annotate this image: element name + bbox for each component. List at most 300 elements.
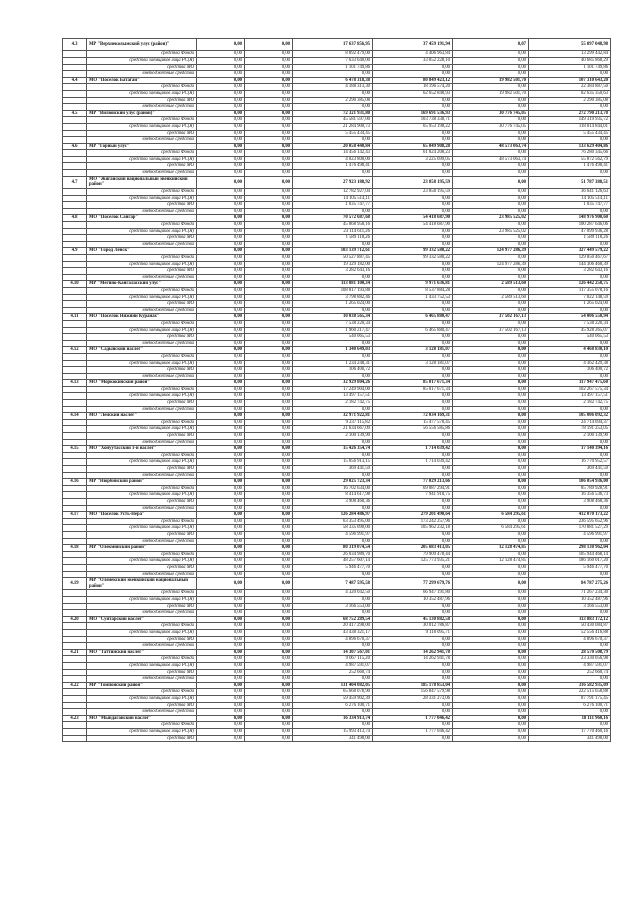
amount-cell: 85 017 671,34: [373, 386, 453, 393]
amount-cell: 6 276 100,71: [529, 702, 611, 709]
amount-cell: 72 321 931,80: [293, 110, 373, 117]
amount-cell: 0,00: [373, 64, 453, 71]
amount-cell: 0,00: [197, 459, 245, 466]
amount-cell: 0,00: [453, 334, 529, 341]
amount-cell: 0,00: [453, 571, 529, 578]
amount-cell: 0,00: [453, 150, 529, 157]
amount-cell: 0,00: [197, 215, 245, 222]
amount-cell: 59 459 902,39: [293, 695, 373, 702]
funding-source-row: [63, 663, 611, 670]
row-number-empty: [63, 235, 87, 242]
row-number: 4.4: [63, 77, 87, 84]
amount-cell: 0,00: [197, 373, 245, 380]
amount-cell: 0,00: [373, 235, 453, 242]
funding-source-label: средства заемщиков лица РС(Я): [87, 597, 197, 604]
amount-cell: 0,00: [245, 294, 293, 301]
amount-cell: 0,00: [373, 208, 453, 215]
amount-cell: 47 099 936,28: [529, 228, 611, 235]
amount-cell: 0,00: [245, 301, 293, 308]
amount-cell: 0,00: [197, 360, 245, 367]
amount-cell: 0,00: [197, 84, 245, 91]
amount-cell: 0,00: [245, 386, 293, 393]
amount-cell: 0,00: [197, 735, 245, 742]
funding-source-row: [63, 51, 611, 58]
amount-cell: 0,00: [245, 426, 293, 433]
funding-source-label: средства МО: [87, 531, 197, 538]
row-number-empty: [63, 722, 87, 729]
row-number-empty: [63, 636, 87, 643]
row-number-empty: [63, 287, 87, 294]
amount-cell: 106 400,72: [293, 367, 373, 374]
row-number-empty: [63, 123, 87, 130]
funding-source-row: [63, 373, 611, 380]
amount-cell: 0,00: [197, 689, 245, 696]
amount-cell: 0,00: [197, 676, 245, 683]
amount-cell: 3 128 181,07: [373, 347, 453, 354]
amount-cell: 0,00: [453, 347, 529, 354]
amount-cell: 0,00: [197, 130, 245, 137]
amount-cell: 15 993 413,74: [293, 728, 373, 735]
amount-cell: 4 987 591,07: [529, 663, 611, 670]
amount-cell: 0,00: [293, 90, 373, 97]
amount-cell: 50 527 887,45: [293, 255, 373, 262]
funding-source-row: [63, 603, 611, 610]
amount-cell: 0,00: [197, 656, 245, 663]
amount-cell: 45 130 882,58: [373, 616, 453, 623]
amount-cell: 0,00: [245, 564, 293, 571]
funding-source-row: [63, 406, 611, 413]
amount-cell: 52 556 416,88: [529, 630, 611, 637]
amount-cell: 0,00: [373, 373, 453, 380]
amount-cell: 0,00: [245, 176, 293, 188]
amount-cell: 0,00: [197, 525, 245, 532]
amount-cell: 252 660,74: [293, 669, 373, 676]
funding-source-row: [63, 170, 611, 177]
amount-cell: 0,00: [293, 274, 373, 281]
amount-cell: 1 035 747,77: [529, 202, 611, 209]
amount-cell: 0,00: [197, 531, 245, 538]
amount-cell: 9 237 115,82: [293, 419, 373, 426]
amount-cell: 0,00: [245, 433, 293, 440]
amount-cell: 0,00: [197, 156, 245, 163]
municipality-row: [63, 77, 611, 84]
funding-source-label: средства Фонда: [87, 452, 197, 459]
amount-cell: 3 282 643,16: [529, 268, 611, 275]
amount-cell: 23 858 195,59: [373, 189, 453, 196]
amount-cell: 28 331 273,06: [373, 695, 453, 702]
amount-cell: 0,00: [373, 340, 453, 347]
funding-source-row: [63, 156, 611, 163]
amount-cell: 0,00: [529, 722, 611, 729]
row-number-empty: [63, 466, 87, 473]
funding-source-row: [63, 228, 611, 235]
amount-cell: 0,00: [453, 498, 529, 505]
amount-cell: 0,00: [197, 715, 245, 722]
amount-cell: 70 572 687,68: [293, 215, 373, 222]
row-number: 4.17: [63, 512, 87, 519]
row-number-empty: [63, 97, 87, 104]
funding-source-row: [63, 84, 611, 91]
amount-cell: 10 352 487,96: [373, 597, 453, 604]
amount-cell: 0,00: [453, 709, 529, 716]
amount-cell: 0,00: [453, 373, 529, 380]
funding-source-row: [63, 590, 611, 597]
amount-cell: 0,00: [197, 104, 245, 111]
row-number-empty: [63, 307, 87, 314]
amount-cell: 0,00: [197, 571, 245, 578]
amount-cell: 7 538 220,34: [293, 320, 373, 327]
amount-cell: 0,00: [293, 676, 373, 683]
amount-cell: 27 923 188,92: [293, 176, 373, 188]
amount-cell: 0,00: [373, 274, 453, 281]
row-number-empty: [63, 728, 87, 735]
funding-source-row: [63, 320, 611, 327]
amount-cell: 56 556 585,86: [373, 426, 453, 433]
amount-cell: 19 329 182,00: [293, 261, 373, 268]
amount-cell: 0,00: [245, 525, 293, 532]
amount-cell: 169 691 536,93: [373, 110, 453, 117]
amount-cell: 156 847 579,98: [373, 689, 453, 696]
amount-cell: 0,00: [245, 156, 293, 163]
funding-source-label: средства Фонда: [87, 287, 197, 294]
funding-source-label: внебюджетные средства: [87, 676, 197, 683]
amount-cell: 19 982 501,70: [453, 90, 529, 97]
row-number-empty: [63, 419, 87, 426]
amount-cell: 0,00: [453, 320, 529, 327]
amount-cell: 9 067 115,20: [293, 656, 373, 663]
amount-cell: 0,00: [245, 512, 293, 519]
amount-cell: 0,00: [453, 386, 529, 393]
municipality-name: МО "Хонуутасский 1-й наслег": [87, 446, 197, 453]
row-number: 4.18: [63, 545, 87, 552]
amount-cell: 0,00: [245, 255, 293, 262]
row-number-empty: [63, 367, 87, 374]
funding-source-label: средства заемщиков лица РС(Я): [87, 156, 197, 163]
amount-cell: 0,00: [197, 663, 245, 670]
amount-cell: 0,00: [529, 406, 611, 413]
amount-cell: 6 478 318,38: [293, 77, 373, 84]
row-number-empty: [63, 623, 87, 630]
amount-cell: 0,00: [453, 51, 529, 58]
funding-source-label: средства МО: [87, 735, 197, 742]
funding-source-label: внебюджетные средства: [87, 538, 197, 545]
amount-cell: 0,00: [373, 261, 453, 268]
amount-cell: 0,00: [245, 268, 293, 275]
funding-source-row: [63, 208, 611, 215]
row-number: 4.7: [63, 176, 87, 188]
amount-cell: 0,00: [197, 261, 245, 268]
amount-cell: 0,00: [529, 571, 611, 578]
row-number-empty: [63, 689, 87, 696]
row-number-empty: [63, 676, 87, 683]
amount-cell: 0,00: [245, 419, 293, 426]
funding-source-label: средства Фонда: [87, 150, 197, 157]
row-number-empty: [63, 268, 87, 275]
amount-cell: 0,00: [293, 373, 373, 380]
amount-cell: 0,00: [245, 689, 293, 696]
funding-source-row: [63, 202, 611, 209]
amount-cell: 0,00: [245, 695, 293, 702]
amount-cell: 103 139 712,61: [293, 248, 373, 255]
amount-cell: 99 332 580,22: [373, 255, 453, 262]
funding-source-row: [63, 676, 611, 683]
amount-cell: 1 589 118,26: [293, 235, 373, 242]
amount-cell: 0,00: [453, 117, 529, 124]
amount-cell: 131 404 082,05: [293, 682, 373, 689]
funding-source-row: [63, 294, 611, 301]
funding-source-row: [63, 163, 611, 170]
amount-cell: 0,00: [453, 663, 529, 670]
amount-cell: 0,00: [245, 314, 293, 321]
amount-cell: 62 652 848,93: [373, 90, 453, 97]
municipality-row: [63, 281, 611, 288]
amount-cell: 0,00: [245, 84, 293, 91]
amount-cell: 0,00: [293, 104, 373, 111]
amount-cell: 173 242 257,96: [373, 518, 453, 525]
row-number-empty: [63, 603, 87, 610]
funding-source-row: [63, 57, 611, 64]
amount-cell: 71 267 234,30: [529, 590, 611, 597]
amount-cell: 0,00: [197, 353, 245, 360]
amount-cell: 1 265 024,00: [293, 301, 373, 308]
funding-source-row: [63, 340, 611, 347]
amount-cell: 0,00: [453, 255, 529, 262]
funding-source-label: средства Фонда: [87, 485, 197, 492]
row-number-empty: [63, 452, 87, 459]
row-number-empty: [63, 334, 87, 341]
funding-source-row: [63, 610, 611, 617]
amount-cell: 0,00: [453, 419, 529, 426]
amount-cell: 14 262 941,78: [373, 649, 453, 656]
amount-cell: 0,00: [245, 320, 293, 327]
amount-cell: 0,00: [197, 90, 245, 97]
amount-cell: 0,00: [373, 202, 453, 209]
amount-cell: 1 265 024,00: [529, 301, 611, 308]
municipality-row: [63, 446, 611, 453]
funding-source-row: [63, 623, 611, 630]
funding-source-label: внебюджетные средства: [87, 610, 197, 617]
amount-cell: 0,00: [197, 117, 245, 124]
funding-source-label: средства МО: [87, 636, 197, 643]
budget-table-sheet: [62, 38, 610, 742]
row-number: 4.9: [63, 248, 87, 255]
funding-source-row: [63, 426, 611, 433]
funding-source-label: внебюджетные средства: [87, 439, 197, 446]
municipality-name: МО "Город Ленск": [87, 248, 197, 255]
funding-source-label: внебюджетные средства: [87, 340, 197, 347]
amount-cell: 0,00: [197, 307, 245, 314]
funding-source-row: [63, 459, 611, 466]
amount-cell: 124 977 286,39: [453, 248, 529, 255]
funding-source-label: средства МО: [87, 64, 197, 71]
amount-cell: 1 476 498,41: [529, 163, 611, 170]
amount-cell: 22 384 887,50: [529, 84, 611, 91]
municipality-name: МР "Оленекский эвенкийский национальный район": [87, 578, 197, 590]
amount-cell: 0,00: [197, 57, 245, 64]
funding-source-row: [63, 268, 611, 275]
amount-cell: 0,00: [197, 439, 245, 446]
amount-cell: 0,00: [245, 373, 293, 380]
amount-cell: 0,00: [197, 636, 245, 643]
amount-cell: 82 635 350,63: [529, 90, 611, 97]
amount-cell: 0,00: [197, 649, 245, 656]
funding-source-label: средства Фонда: [87, 255, 197, 262]
amount-cell: 0,00: [453, 202, 529, 209]
row-number-empty: [63, 643, 87, 650]
amount-cell: 13 299 442,84: [529, 51, 611, 58]
municipality-row: [63, 616, 611, 623]
amount-cell: 0,00: [453, 367, 529, 374]
amount-cell: 0,00: [245, 623, 293, 630]
funding-source-label: внебюджетные средства: [87, 373, 197, 380]
funding-source-row: [63, 393, 611, 400]
amount-cell: 3 282 643,16: [293, 268, 373, 275]
amount-cell: 0,00: [529, 505, 611, 512]
funding-source-label: средства заемщиков лица РС(Я): [87, 228, 197, 235]
amount-cell: 0,00: [373, 466, 453, 473]
amount-cell: 0,00: [197, 380, 245, 387]
amount-cell: 0,00: [197, 320, 245, 327]
amount-cell: 113 883 172,12: [529, 616, 611, 623]
amount-cell: 0,00: [197, 294, 245, 301]
amount-cell: 0,00: [453, 439, 529, 446]
funding-source-row: [63, 571, 611, 578]
funding-source-label: средства заемщиков лица РС(Я): [87, 294, 197, 301]
row-number-empty: [63, 498, 87, 505]
amount-cell: 63 353 495,00: [293, 518, 373, 525]
amount-cell: 32 929 804,26: [293, 380, 373, 387]
amount-cell: 0,00: [293, 452, 373, 459]
amount-cell: 55 097 048,98: [529, 39, 611, 51]
funding-source-row: [63, 261, 611, 268]
amount-cell: 0,00: [373, 433, 453, 440]
amount-cell: 65 049 908,28: [373, 143, 453, 150]
amount-cell: 0,00: [245, 39, 293, 51]
funding-source-label: внебюджетные средства: [87, 571, 197, 578]
amount-cell: 87 791 175,45: [529, 695, 611, 702]
amount-cell: 4 362 429,38: [529, 360, 611, 367]
amount-cell: 4 320 042,50: [293, 590, 373, 597]
amount-cell: 126 442 250,75: [529, 281, 611, 288]
funding-source-label: средства МО: [87, 334, 197, 341]
funding-source-label: средства МО: [87, 466, 197, 473]
funding-source-label: средства заемщиков лица РС(Я): [87, 728, 197, 735]
amount-cell: 0,00: [245, 281, 293, 288]
amount-cell: 105 962 232,18: [373, 525, 453, 532]
amount-cell: 0,00: [453, 287, 529, 294]
amount-cell: 0,00: [245, 505, 293, 512]
amount-cell: 0,00: [529, 439, 611, 446]
amount-cell: 65 668 078,90: [293, 689, 373, 696]
amount-cell: 133 629 404,86: [529, 143, 611, 150]
funding-source-label: средства Фонда: [87, 689, 197, 696]
amount-cell: 0,00: [529, 104, 611, 111]
row-number: 4.3: [63, 39, 87, 51]
row-number-empty: [63, 735, 87, 742]
amount-cell: 0,00: [245, 241, 293, 248]
amount-cell: 0,00: [453, 636, 529, 643]
municipality-name: МР "Вилюйский улус (район)": [87, 110, 197, 117]
row-number-empty: [63, 137, 87, 144]
amount-cell: 0,00: [529, 709, 611, 716]
amount-cell: 0,00: [197, 603, 245, 610]
row-number-empty: [63, 656, 87, 663]
amount-cell: 0,00: [373, 643, 453, 650]
amount-cell: 0,00: [245, 274, 293, 281]
amount-cell: 12 782 927,04: [293, 189, 373, 196]
amount-cell: 0,00: [293, 353, 373, 360]
amount-cell: 4 188 313,30: [293, 84, 373, 91]
amount-cell: 0,00: [197, 551, 245, 558]
amount-cell: 80 849 423,12: [373, 77, 453, 84]
amount-cell: 0,00: [245, 380, 293, 387]
amount-cell: 170 881 527,29: [529, 525, 611, 532]
row-number-empty: [63, 433, 87, 440]
funding-source-label: средства МО: [87, 603, 197, 610]
amount-cell: 14 105 514,11: [293, 195, 373, 202]
amount-cell: 4 596 991,97: [293, 531, 373, 538]
amount-cell: 0,00: [453, 104, 529, 111]
funding-source-label: средства заемщиков лица РС(Я): [87, 90, 197, 97]
amount-cell: 0,00: [245, 538, 293, 545]
amount-cell: 4 406 963,84: [373, 51, 453, 58]
row-number-empty: [63, 663, 87, 670]
funding-source-label: средства Фонда: [87, 222, 197, 229]
amount-cell: 185 178 853,04: [373, 682, 453, 689]
amount-cell: 0,00: [197, 452, 245, 459]
funding-source-label: средства заемщиков лица РС(Я): [87, 393, 197, 400]
row-number-empty: [63, 571, 87, 578]
amount-cell: 0,00: [197, 518, 245, 525]
funding-source-row: [63, 505, 611, 512]
row-number: 4.13: [63, 380, 87, 387]
amount-cell: 4 023 800,00: [293, 156, 373, 163]
amount-cell: 30 776 745,05: [453, 123, 529, 130]
funding-source-label: средства Фонда: [87, 551, 197, 558]
amount-cell: 0,00: [453, 433, 529, 440]
amount-cell: 0,00: [293, 406, 373, 413]
amount-cell: 16 356 536,73: [529, 492, 611, 499]
amount-cell: 0,00: [453, 413, 529, 420]
amount-cell: 0,00: [197, 77, 245, 84]
amount-cell: 0,00: [245, 123, 293, 130]
amount-cell: 13 497 157,51: [529, 393, 611, 400]
amount-cell: 0,00: [529, 538, 611, 545]
amount-cell: 0,00: [245, 400, 293, 407]
amount-cell: 0,00: [453, 492, 529, 499]
funding-source-row: [63, 689, 611, 696]
amount-cell: 0,00: [197, 110, 245, 117]
amount-cell: 18 196 574,20: [373, 84, 453, 91]
funding-source-label: внебюджетные средства: [87, 472, 197, 479]
amount-cell: 0,00: [373, 571, 453, 578]
amount-cell: 76 280 345,66: [529, 150, 611, 157]
amount-cell: 61 824 208,23: [373, 150, 453, 157]
funding-source-label: внебюджетные средства: [87, 709, 197, 716]
amount-cell: 0,00: [453, 400, 529, 407]
amount-cell: 1 101 749,86: [529, 64, 611, 71]
funding-source-label: средства заемщиков лица РС(Я): [87, 459, 197, 466]
amount-cell: 0,00: [197, 485, 245, 492]
funding-source-row: [63, 64, 611, 71]
amount-cell: 28 570 508,79: [529, 649, 611, 656]
amount-cell: 18 111 960,16: [529, 715, 611, 722]
funding-source-row: [63, 531, 611, 538]
amount-cell: 0,00: [373, 735, 453, 742]
budget-table-body: [63, 39, 611, 742]
amount-cell: 0,00: [293, 709, 373, 716]
amount-cell: 0,00: [245, 170, 293, 177]
